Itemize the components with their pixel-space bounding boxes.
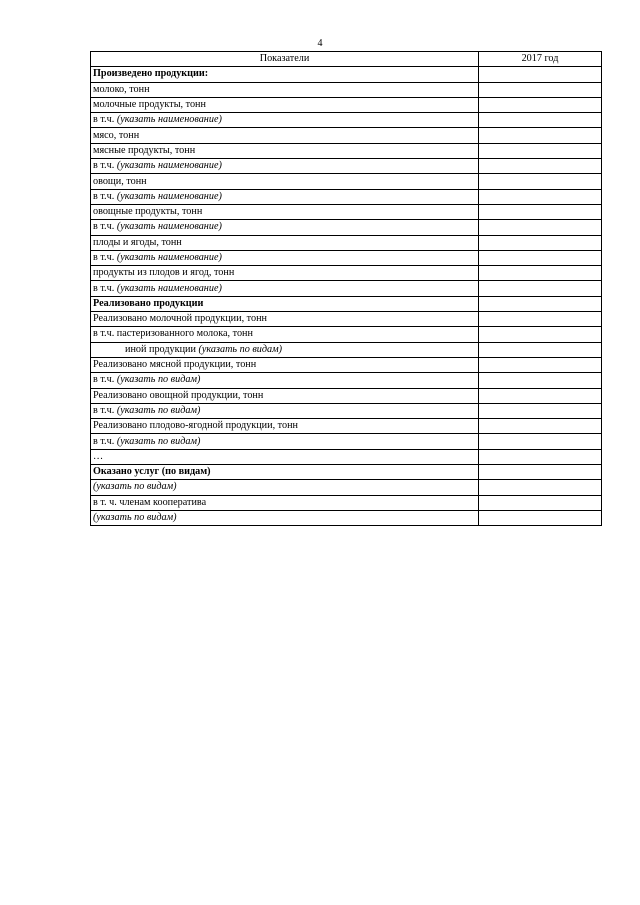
row-value-cell: [479, 67, 602, 82]
row-value-cell: [479, 327, 602, 342]
table-row: [91, 113, 602, 128]
header-year: 2017 год: [479, 52, 602, 67]
row-label-cell: [91, 357, 479, 372]
row-label: …: [93, 450, 104, 462]
row-value-cell: [479, 220, 602, 235]
table-row: [91, 510, 602, 525]
row-prefix: в т.ч.: [93, 435, 117, 447]
row-label-cell: [91, 204, 479, 219]
row-value-cell: [479, 434, 602, 449]
row-value-cell: [479, 510, 602, 525]
table-row: [91, 143, 602, 158]
row-value-cell: [479, 82, 602, 97]
table-row: [91, 419, 602, 434]
row-value-cell: [479, 480, 602, 495]
indicators-table: [90, 51, 602, 526]
row-label: Реализовано продукции: [93, 297, 204, 309]
table-row: [91, 204, 602, 219]
row-label-cell: [91, 434, 479, 449]
row-value-cell: [479, 403, 602, 418]
table-row: [91, 434, 602, 449]
row-instruction: (указать по видам): [93, 512, 177, 524]
row-value-cell: [479, 143, 602, 158]
row-instruction: (указать по видам): [198, 343, 283, 355]
row-value-cell: [479, 419, 602, 434]
table-row: [91, 327, 602, 342]
table-row: [91, 235, 602, 250]
row-label-cell: [91, 159, 479, 174]
row-value-cell: [479, 388, 602, 403]
row-instruction: (указать наименование): [116, 221, 222, 233]
row-label-cell: [91, 97, 479, 112]
row-label: Оказано услуг (по видам): [93, 466, 211, 478]
row-instruction: (указать по видам): [116, 374, 201, 386]
row-instruction: (указать наименование): [116, 114, 222, 126]
row-label-cell: [91, 465, 479, 480]
row-label-cell: [91, 67, 479, 82]
row-label: в т. ч. членам кооператива: [93, 496, 207, 508]
row-label-cell: [91, 82, 479, 97]
row-label-cell: [91, 388, 479, 403]
row-instruction: (указать по видам): [116, 435, 201, 447]
table-row: [91, 250, 602, 265]
table-row: [91, 97, 602, 112]
row-label: Реализовано плодово-ягодной продукции, тонн: [93, 420, 298, 432]
table-row: [91, 67, 602, 82]
row-label-cell: [91, 296, 479, 311]
row-value-cell: [479, 235, 602, 250]
row-label-cell: [91, 281, 479, 296]
row-instruction: (указать по видам): [93, 481, 177, 493]
row-value-cell: [479, 250, 602, 265]
row-label-cell: [91, 449, 479, 464]
row-label-cell: [91, 510, 479, 525]
row-value-cell: [479, 174, 602, 189]
row-prefix: в т.ч.: [93, 404, 117, 416]
row-label-cell: [91, 174, 479, 189]
table-row: [91, 220, 602, 235]
table-row: [91, 82, 602, 97]
table-row: [91, 266, 602, 281]
header-indicators: Показатели: [91, 52, 479, 67]
table-row: [91, 281, 602, 296]
page-number: 4: [317, 38, 323, 49]
row-instruction: (указать по видам): [116, 404, 201, 416]
row-value-cell: [479, 266, 602, 281]
row-label-cell: [91, 480, 479, 495]
row-label: иной продукции: [125, 343, 199, 355]
row-prefix: в т.ч.: [93, 190, 117, 202]
row-label: молоко, тонн: [93, 83, 150, 95]
row-instruction: (указать наименование): [116, 160, 222, 172]
table-row: [91, 312, 602, 327]
table-row: [91, 480, 602, 495]
row-prefix: в т.ч.: [93, 114, 117, 126]
row-label-cell: [91, 113, 479, 128]
row-value-cell: [479, 357, 602, 372]
table-header-row: [91, 52, 602, 67]
row-label: овощи, тонн: [93, 175, 147, 187]
table-row: [91, 403, 602, 418]
row-label: овощные продукты, тонн: [93, 206, 203, 218]
row-value-cell: [479, 465, 602, 480]
row-label-cell: [91, 342, 479, 357]
row-value-cell: [479, 373, 602, 388]
row-label-cell: [91, 327, 479, 342]
row-value-cell: [479, 449, 602, 464]
table-body: [91, 67, 602, 526]
table-row: [91, 189, 602, 204]
row-value-cell: [479, 495, 602, 510]
table-row: [91, 465, 602, 480]
row-label-cell: [91, 250, 479, 265]
row-value-cell: [479, 204, 602, 219]
row-label-cell: [91, 220, 479, 235]
table-row: [91, 495, 602, 510]
row-value-cell: [479, 296, 602, 311]
row-value-cell: [479, 312, 602, 327]
row-instruction: (указать наименование): [116, 252, 222, 263]
row-label: плоды и ягоды, тонн: [93, 236, 182, 248]
row-label: Реализовано мясной продукции, тонн: [93, 359, 257, 371]
row-value-cell: [479, 189, 602, 204]
table-row: [91, 159, 602, 174]
row-label: Произведено продукции:: [93, 68, 209, 80]
row-label-cell: [91, 403, 479, 418]
row-label-cell: [91, 495, 479, 510]
row-value-cell: [479, 128, 602, 143]
row-label-cell: [91, 373, 479, 388]
row-prefix: в т.ч.: [93, 252, 117, 263]
row-prefix: в т.ч.: [93, 221, 117, 233]
row-prefix: в т.ч.: [93, 282, 117, 294]
row-value-cell: [479, 342, 602, 357]
table-row: [91, 357, 602, 372]
row-label: Реализовано молочной продукции, тонн: [93, 313, 267, 325]
row-value-cell: [479, 159, 602, 174]
row-label: молочные продукты, тонн: [93, 99, 206, 111]
row-label-cell: [91, 266, 479, 281]
table-row: [91, 296, 602, 311]
row-instruction: (указать наименование): [116, 190, 222, 202]
table-row: [91, 449, 602, 464]
table-row: [91, 128, 602, 143]
table-row: [91, 342, 602, 357]
row-label: мясо, тонн: [93, 129, 140, 141]
row-label-cell: [91, 189, 479, 204]
row-label-cell: [91, 128, 479, 143]
row-label-cell: [91, 235, 479, 250]
table-row: [91, 373, 602, 388]
row-label-cell: [91, 143, 479, 158]
row-prefix: в т.ч.: [93, 160, 117, 172]
table-row: [91, 174, 602, 189]
row-label: продукты из плодов и ягод, тонн: [93, 267, 235, 279]
row-value-cell: [479, 113, 602, 128]
table-row: [91, 388, 602, 403]
row-label: Реализовано овощной продукции, тонн: [93, 389, 264, 401]
row-label-cell: [91, 419, 479, 434]
row-instruction: (указать наименование): [116, 282, 222, 294]
row-label: мясные продукты, тонн: [93, 144, 196, 156]
row-value-cell: [479, 281, 602, 296]
row-label-cell: [91, 312, 479, 327]
row-label: в т.ч. пастеризованного молока, тонн: [93, 328, 253, 340]
row-value-cell: [479, 97, 602, 112]
row-prefix: в т.ч.: [93, 374, 117, 386]
